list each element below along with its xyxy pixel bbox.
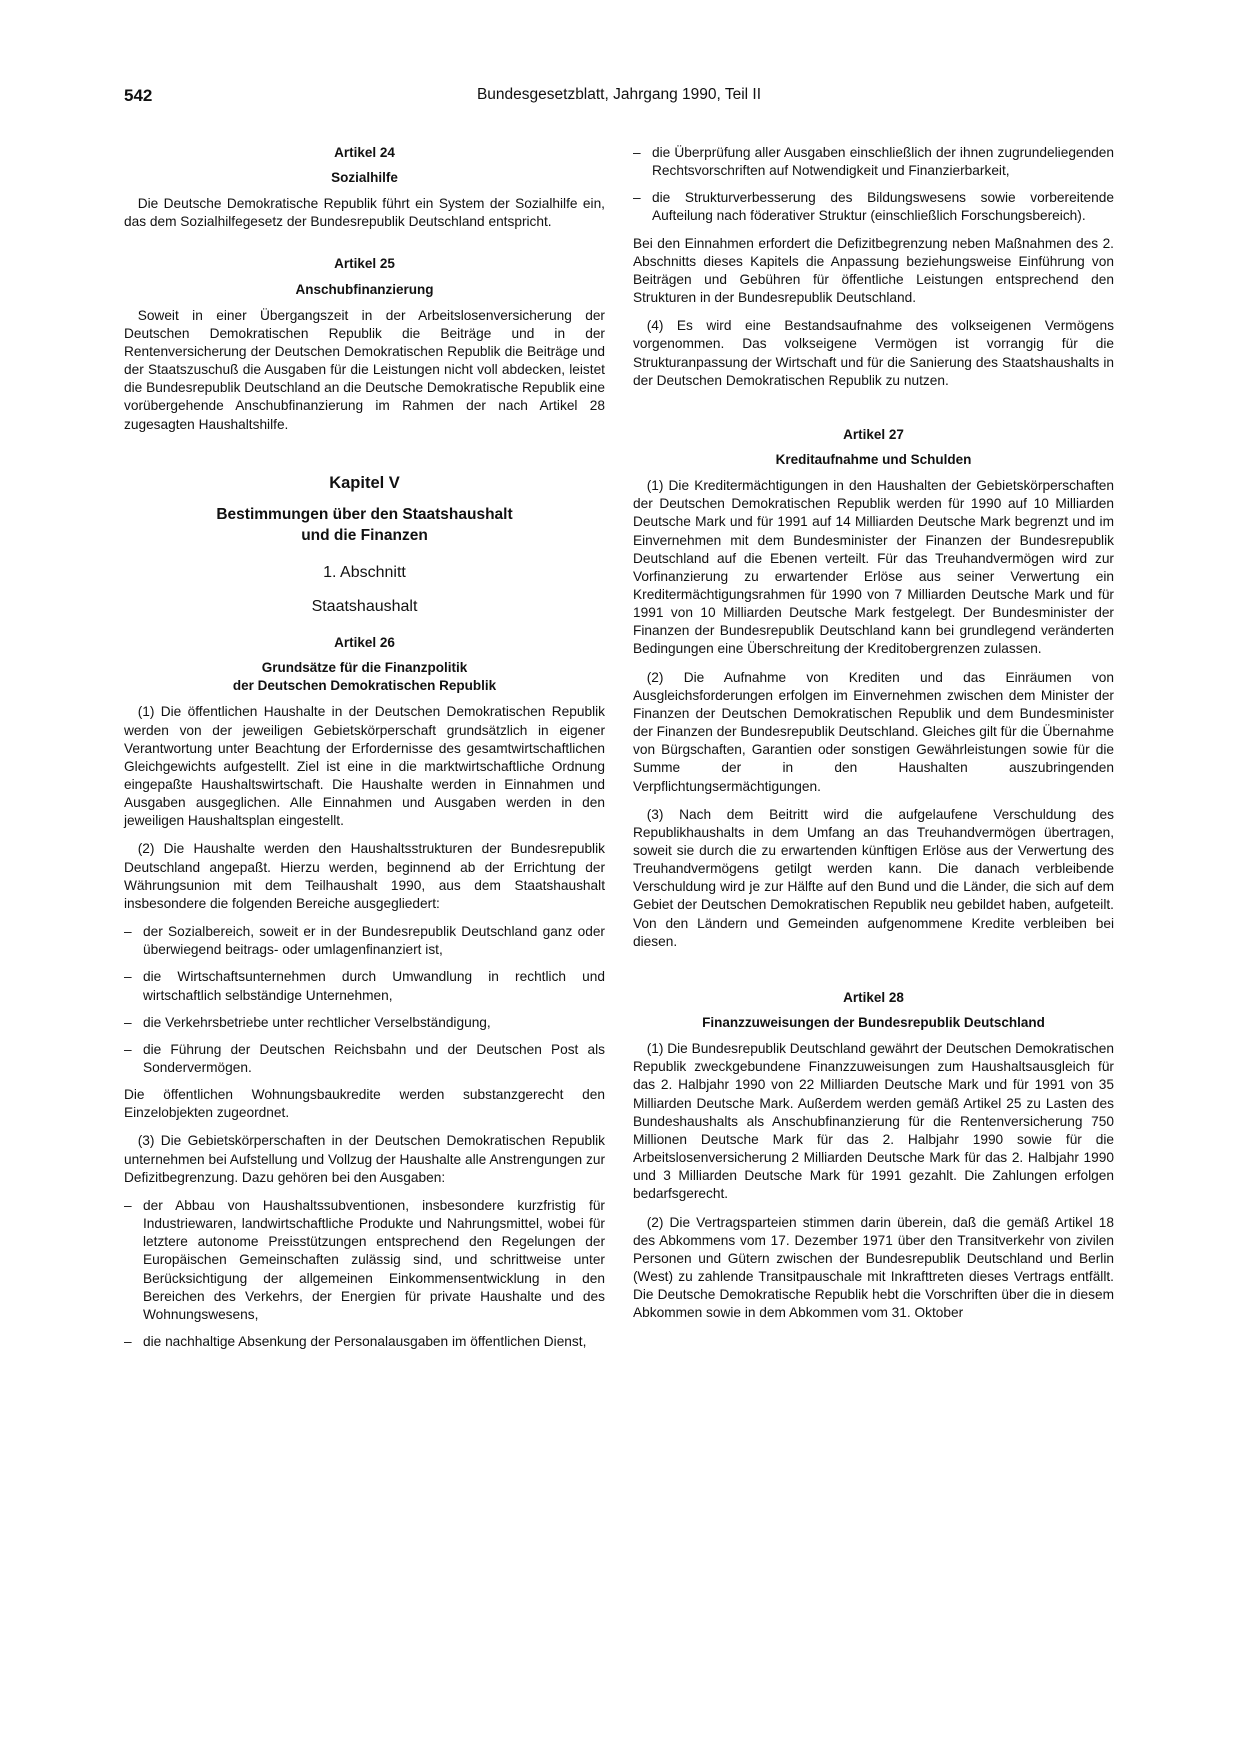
article-26-paragraph-1: (1) Die öffentlichen Haushalte in der Deutschen Demokratischen Republik werden von der jeweiligen Gebietskörperschaft grundsätzlich in eigener Verantwortung unter Beachtung der Erfordernisse des gesamtwirtschaftlichen Gleichgewichts aufgestellt. Ziel ist eine in die marktwirtschaftliche Ordnung eingepaßte Haushaltswirtschaft. Die Haushalte werden in Einnahmen und Ausgaben ausgeglichen. Alle Einnahmen und Ausgaben werden in den jeweiligen Haushaltsplan eingestellt. (124, 704, 605, 829)
article-26-paragraph-3: (3) Die Gebietskörperschaften in der Deutschen Demokratischen Republik unternehmen bei Aufstellung und Vollzug der Haushalte alle Anstrengungen zur Defizitbegrenzung. Dazu gehören bei den Ausgaben: (124, 1133, 605, 1185)
article-25-paragraph: Soweit in einer Übergangszeit in der Arbeitslosenversicherung der Deutschen Demokratischen Republik die Beiträge und in der Rentenversicherung der Deutschen Demokratischen Republik die Beiträge und der Staatszuschuß die Ausgaben für die Leistungen nicht voll abdecken, leistet die Bundesrepublik Deutschland an die Deutsche Demokratische Republik eine vorübergehende Anschubfinanzierung im Rahmen der nach Artikel 28 zugesagten Haushaltshilfe. (124, 307, 605, 432)
article-26-paragraph-2: (2) Die Haushalte werden den Haushaltsstrukturen der Bundesrepublik Deutschland angepaßt. Hierzu werden, beginnend ab der Errichtung der Währungsunion mit dem Teilhaushalt 1990, aus dem Staatshaushalt insbesondere die folgenden Bereiche ausgegliedert: (124, 841, 605, 911)
right-column (633, 144, 1114, 1332)
list-item: – der Sozialbereich, soweit er in der Bundesrepublik Deutschland ganz oder überwiegend beitrags- oder umlagenfinanziert ist, (124, 923, 605, 959)
article-28-heading: Artikel 28 (843, 989, 904, 1005)
article-27-paragraph-3: (3) Nach dem Beitritt wird die aufgelaufene Verschuldung des Republikhaushalts in dem Umfang an das Treuhandvermögen übertragen, soweit sie durch die zu erwartenden künftigen Erlöse aus der Verwertung des Treuhandvermögens getilgt werden kann. Die danach verbleibende Verschuldung wird je zur Hälfte auf den Bund und die Länder, die sich auf dem Gebiet der Deutschen Demokratischen Republik neu gebildet haben, aufgeteilt. Von den Ländern und Gemeinden aufgenommene Kredite verbleiben bei diesen. (633, 806, 1114, 949)
chapter-subtitle (124, 504, 605, 546)
list-item: – der Abbau von Haushaltssubventionen, insbesondere kurzfristig für Industriewaren, landwirtschaftliche Produkte und Nahrungsmittel, wobei für letztere autonome Preisstützungen entsprechend den Regelungen der Europäischen Gemeinschaften zulässig sind, und schrittweise unter Berücksichtigung der allgemeinen Einkommensentwicklung in den Bereichen des Verkehrs, der Energien für private Haushalte und des Wohnungswesens, (124, 1197, 605, 1324)
einnahmen-paragraph: Bei den Einnahmen erfordert die Defizitbegrenzung neben Maßnahmen des 2. Abschnitts dieses Kapitels die Anpassung beziehungsweise Einführung von Beiträgen und Gebühren für öffentliche Leistungen entsprechend den Strukturen in der Bundesrepublik Deutschland. (633, 235, 1114, 306)
article-26-subtitle (124, 659, 605, 695)
article-27-heading: Artikel 27 (843, 426, 904, 442)
article-26-heading: Artikel 26 (334, 635, 395, 651)
article-28-paragraph-2: (2) Die Vertragsparteien stimmen darin überein, daß die gemäß Artikel 18 des Abkommens vom 17. Dezember 1971 über den Transitverkehr von zivilen Personen und Gütern zwischen der Bundesrepublik Deutschland und Berlin (West) zu zahlende Transitpauschale mit Inkrafttreten dieses Vertrags entfällt. Die Deutsche Demokratische Republik hebt die Vorschriften über die in diesem Abkommen sowie in dem Abkommen vom 31. Oktober (633, 1214, 1114, 1321)
list-item: – die Wirtschaftsunternehmen durch Umwandlung in rechtlich und wirtschaftlich selbständige Unternehmen, (124, 968, 605, 1004)
chapter-subtitle-line-2: und die Finanzen (301, 526, 428, 544)
list-item: – die Strukturverbesserung des Bildungswesens sowie vorbereitende Aufteilung nach föderativer Struktur (einschließlich Forschungsbereich). (633, 189, 1114, 225)
article-25-subtitle: Anschubfinanzierung (295, 281, 434, 297)
page-header (124, 86, 1114, 110)
article-27-paragraph-2: (2) Die Aufnahme von Krediten und das Einräumen von Ausgleichsforderungen erfolgen im Einvernehmen zwischen dem Minister der Finanzen der Deutschen Demokratischen Republik und dem Bundesminister der Finanzen der Bundesrepublik Deutschland. Gleiches gilt für die Übernahme von Bürgschaften, Garantien oder sonstigen Gewährleistungen sowie für die Summe der in den Haushalten auszubringenden Verpflichtungsermächtigungen. (633, 669, 1114, 794)
list-item: – die Führung der Deutschen Reichsbahn und der Deutschen Post als Sondervermögen. (124, 1041, 605, 1077)
list-item: – die nachhaltige Absenkung der Personalausgaben im öffentlichen Dienst, (124, 1333, 605, 1351)
list-item: – die Überprüfung aller Ausgaben einschließlich der ihnen zugrundeliegenden Rechtsvorschriften auf Notwendigkeit und Finanzierbarkeit, (633, 144, 1114, 180)
article-26-subtitle-line-2: der Deutschen Demokratischen Republik (232, 678, 497, 694)
article-24-heading: Artikel 24 (334, 145, 395, 160)
article-24-paragraph: Die Deutsche Demokratische Republik führt ein System der Sozialhilfe ein, das dem Sozialhilfegesetz der Bundesrepublik Deutschland entspricht. (124, 196, 605, 230)
article-25-heading: Artikel 25 (334, 256, 395, 272)
article-27-paragraph-1: (1) Die Kreditermächtigungen in den Haushalten der Gebietskörperschaften der Deutschen Demokratischen Republik werden für 1990 auf 10 Milliarden Deutsche Mark und für 1991 auf 14 Milliarden Deutsche Mark begrenzt und im Einvernehmen mit dem Bundesminister der Finanzen der Bundesrepublik Deutschland auf die Ebenen verteilt. Für das Treuhandvermögen wird zur Vorfinanzierung zu erwartender Erlöse aus seiner Verwertung ein Kreditermächtigungsrahmen für 1990 von 7 Milliarden Deutsche Mark und für 1991 von 10 Milliarden Deutsche Mark festgelegt. Der Bundesminister der Finanzen der Bundesrepublik Deutschland kann bei grundlegend veränderten Bedingungen eine Überschreitung der Kreditobergrenzen zulassen. (633, 478, 1114, 657)
left-column (124, 144, 605, 1360)
list-item: – die Verkehrsbetriebe unter rechtlicher Verselbständigung, (124, 1014, 605, 1032)
chapter-subtitle-line-1: Bestimmungen über den Staatshaushalt (216, 505, 513, 523)
article-27-subtitle: Kreditaufnahme und Schulden (775, 452, 972, 468)
section-title: Staatshaushalt (311, 598, 418, 616)
article-26-paragraph-4: (4) Es wird eine Bestandsaufnahme des volkseigenen Vermögens vorgenommen. Das volkseigene Vermögen ist vorrangig für die Strukturanpassung der Wirtschaft und für die Sanierung des Staatshaushalts in der Deutschen Demokratischen Republik zu nutzen. (633, 318, 1114, 388)
running-title: Bundesgesetzblatt, Jahrgang 1990, Teil II (476, 86, 762, 103)
article-26-subtitle-line-1: Grundsätze für die Finanzpolitik (261, 660, 468, 676)
chapter-heading: Kapitel V (329, 473, 400, 492)
article-24-subtitle: Sozialhilfe (331, 170, 398, 186)
article-26-paragraph-2b: Die öffentlichen Wohnungsbaukredite werden substanzgerecht den Einzelobjekten zugeordnet. (124, 1087, 605, 1121)
article-28-paragraph-1: (1) Die Bundesrepublik Deutschland gewährt der Deutschen Demokratischen Republik zweckgebundene Finanzzuweisungen zum Haushaltsausgleich für das 2. Halbjahr 1990 von 22 Milliarden Deutsche Mark und für 1991 von 35 Milliarden Deutsche Mark. Außerdem werden gemäß Artikel 25 zu Lasten des Bundeshaushalts als Anschubfinanzierung für die Rentenversicherung 750 Millionen Deutsche Mark für das 2. Halbjahr 1990 sowie für die Arbeitslosenversicherung 2 Milliarden Deutsche Mark für das 2. Halbjahr 1990 und 3 Milliarden Deutsche Mark für 1991 gezahlt. Die Zahlungen erfolgen bedarfsgerecht. (633, 1041, 1114, 1202)
page-number: 542 (124, 86, 153, 105)
section-heading: 1. Abschnitt (323, 563, 406, 581)
article-28-subtitle: Finanzzuweisungen der Bundesrepublik Deutschland (702, 1015, 1045, 1031)
